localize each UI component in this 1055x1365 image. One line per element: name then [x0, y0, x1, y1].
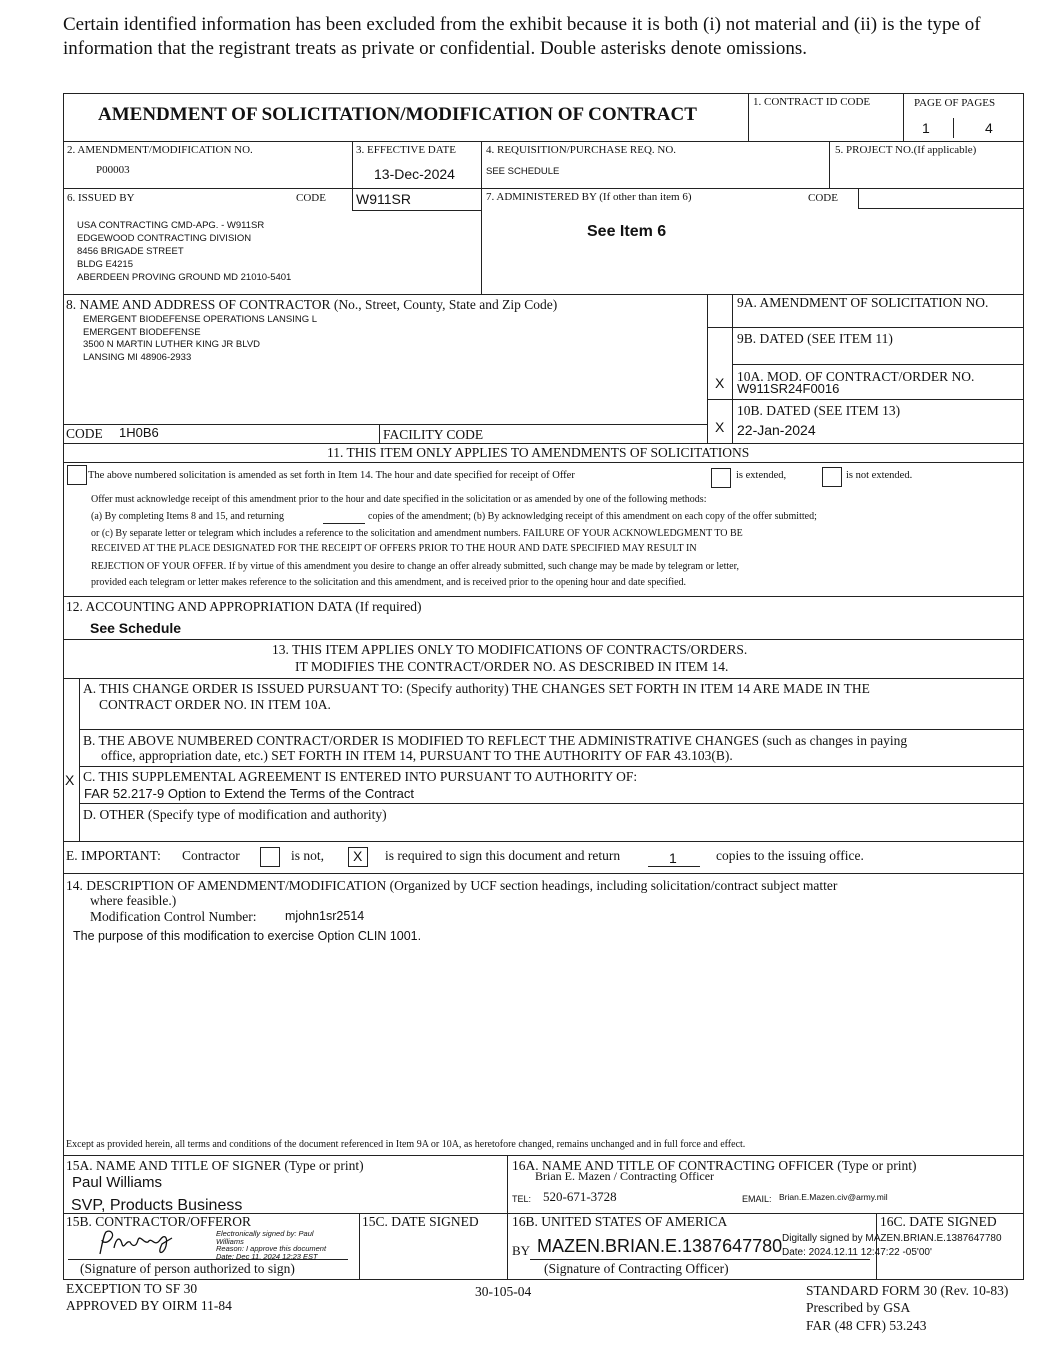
item12-value: See Schedule	[90, 620, 182, 636]
item10a-value: W911SR24F0016	[737, 381, 840, 396]
item11-amended-checkbox[interactable]	[67, 465, 87, 485]
total-pages: 4	[985, 120, 993, 136]
item11-copies-blank[interactable]	[323, 523, 365, 524]
contract-id-label: 1. CONTRACT ID CODE	[753, 96, 871, 108]
item7-value: See Item 6	[587, 223, 667, 240]
item15a-title: SVP, Products Business	[71, 1197, 243, 1214]
item16c-label: 16C. DATE SIGNED	[880, 1214, 997, 1229]
item15b-sig-caption: (Signature of person authorized to sign)	[80, 1261, 295, 1276]
item4-label: 4. REQUISITION/PURCHASE REQ. NO.	[486, 144, 677, 156]
item12-label: 12. ACCOUNTING AND APPROPRIATION DATA (If required)	[66, 599, 422, 614]
page-of-pages-label: PAGE OF PAGES	[914, 97, 996, 109]
item15b-esign: Electronically signed by: Paul Williams Reason: I approve this document Date: Dec 11, 2024 12:23 EST	[216, 1229, 327, 1261]
item14-mcn-label: Modification Control Number:	[90, 909, 257, 924]
item7-code-label: CODE	[808, 192, 838, 204]
email-value: Brian.E.Mazen.civ@army.mil	[779, 1192, 888, 1202]
item8-code: 1H0B6	[119, 425, 159, 440]
except-text: Except as provided herein, all terms and conditions of the document referenced in Item 9A or 10A, as heretofore changed, remains unchanged and in full force and effect.	[66, 1139, 746, 1150]
item6-address: USA CONTRACTING CMD-APG. - W911SR EDGEWOOD CONTRACTING DIVISION 8456 BRIGADE STREET BLDG E4215 ABERDEEN PROVING GROUND MD 21010-5401	[77, 220, 292, 283]
item3-value: 13-Dec-2024	[374, 166, 455, 182]
item10b-check[interactable]: X	[715, 419, 725, 435]
itemE-copies: 1	[669, 850, 677, 866]
by-label: BY	[512, 1243, 531, 1258]
item8-code-label: CODE	[66, 426, 103, 441]
item6-label: 6. ISSUED BY	[67, 192, 135, 204]
item10b-value: 22-Jan-2024	[737, 422, 816, 438]
item15a-name: Paul Williams	[72, 1174, 163, 1191]
item11-extended-checkbox[interactable]	[711, 468, 731, 488]
item11-text-5: REJECTION OF YOUR OFFER. If by virtue of this amendment you desire to change an offer already submitted, such change may be made by telegram or letter,	[91, 561, 740, 572]
item3-label: 3. EFFECTIVE DATE	[356, 144, 456, 156]
footer-right-2: Prescribed by GSA	[806, 1300, 911, 1315]
email-label: EMAIL:	[742, 1194, 772, 1204]
item7-label: 7. ADMINISTERED BY (If other than item 6)	[486, 191, 692, 203]
itemE-tail: copies to the issuing office.	[716, 848, 864, 863]
item14-label-2: where feasible.)	[90, 893, 177, 908]
footer-center: 30-105-04	[475, 1284, 532, 1299]
item16b-digital-1: Digitally signed by MAZEN.BRIAN.E.1387647780	[782, 1233, 1002, 1244]
item11-text-1: Offer must acknowledge receipt of this amendment prior to the hour and date specified in the solicitation or as amended by one of the following methods:	[91, 494, 707, 505]
item11-not-extended-checkbox[interactable]	[822, 467, 842, 487]
item11-header: 11. THIS ITEM ONLY APPLIES TO AMENDMENTS OF SOLICITATIONS	[327, 445, 750, 460]
item16a-label: 16A. NAME AND TITLE OF CONTRACTING OFFICER (Type or print)	[512, 1158, 917, 1173]
item13b-line-1: B. THE ABOVE NUMBERED CONTRACT/ORDER IS MODIFIED TO REFLECT THE ADMINISTRATIVE CHANGES (such as changes in paying	[83, 733, 908, 748]
item11-text-6: provided each telegram or letter makes reference to the solicitation and this amendment, and is received prior to the opening hour and date specified.	[91, 577, 687, 588]
itemE-contractor: Contractor	[182, 848, 240, 863]
item14-purpose: The purpose of this modification to exercise Option CLIN 1001.	[73, 929, 422, 943]
item11-text-2b: copies of the amendment; (b) By acknowledging receipt of this amendment on each copy of the offer submitted;	[368, 511, 817, 522]
footer-right-3: FAR (48 CFR) 53.243	[806, 1318, 927, 1333]
page-number: 1	[922, 120, 930, 136]
item16b-label: 16B. UNITED STATES OF AMERICA	[512, 1214, 728, 1229]
item9a-label: 9A. AMENDMENT OF SOLICITATION NO.	[737, 295, 989, 310]
facility-code-label: FACILITY CODE	[383, 427, 484, 442]
item10a-label: 10A. MOD. OF CONTRACT/ORDER NO.	[737, 369, 975, 384]
footer-left-1: EXCEPTION TO SF 30	[66, 1281, 198, 1296]
item15a-label: 15A. NAME AND TITLE OF SIGNER (Type or print)	[66, 1158, 364, 1173]
contractor-signature	[94, 1226, 176, 1260]
item11-text-2a: (a) By completing Items 8 and 15, and returning	[91, 511, 285, 522]
notice-line-1: Certain identified information has been excluded from the exhibit because it is both (i) not material and (ii) is the type of	[63, 14, 981, 35]
item6-code-label: CODE	[296, 192, 326, 204]
item13a-line-1: A. THIS CHANGE ORDER IS ISSUED PURSUANT TO: (Specify authority) THE CHANGES SET FORTH IN ITEM 14 ARE MADE IN THE	[83, 681, 870, 696]
item2-label: 2. AMENDMENT/MODIFICATION NO.	[67, 144, 253, 156]
itemE-is-not: is not,	[291, 848, 325, 863]
item10b-label: 10B. DATED (SEE ITEM 13)	[737, 403, 901, 418]
item13c-line-2: FAR 52.217-9 Option to Extend the Terms of the Contract	[84, 786, 414, 801]
item11-line: The above numbered solicitation is amended as set forth in Item 14. The hour and date specified for receipt of Offer	[88, 470, 575, 481]
item16b-digital-2: Date: 2024.12.11 12:47:22 -05'00'	[782, 1247, 932, 1258]
item11-not-extended-label: is not extended.	[846, 470, 913, 481]
item16b-sig-caption: (Signature of Contracting Officer)	[544, 1261, 729, 1276]
itemE-check: X	[353, 848, 363, 864]
item11-extended-label: is extended,	[736, 470, 787, 481]
item8-address: EMERGENT BIODEFENSE OPERATIONS LANSING L EMERGENT BIODEFENSE 3500 N MARTIN LUTHER KING JR BLVD LANSING MI 48906-2933	[83, 314, 318, 363]
item5-label: 5. PROJECT NO.(If applicable)	[835, 144, 977, 156]
item13a-line-2: CONTRACT ORDER NO. IN ITEM 10A.	[99, 697, 331, 712]
tel-value: 520-671-3728	[543, 1189, 617, 1204]
item2-value: P00003	[96, 164, 130, 176]
footer-left-2: APPROVED BY OIRM 11-84	[66, 1298, 232, 1313]
item10a-check[interactable]: X	[715, 375, 725, 391]
item15c-label: 15C. DATE SIGNED	[362, 1214, 479, 1229]
item13d-line: D. OTHER (Specify type of modification and authority)	[83, 807, 387, 822]
item13c-line-1: C. THIS SUPPLEMENTAL AGREEMENT IS ENTERED INTO PURSUANT TO AUTHORITY OF:	[83, 769, 638, 784]
item13-header-1: 13. THIS ITEM APPLIES ONLY TO MODIFICATIONS OF CONTRACTS/ORDERS.	[272, 642, 748, 657]
itemE-label: E. IMPORTANT:	[66, 848, 161, 863]
item16a-name: Brian E. Mazen / Contracting Officer	[535, 1169, 715, 1183]
footer-right-1: STANDARD FORM 30 (Rev. 10-83)	[806, 1283, 1009, 1298]
item8-label: 8. NAME AND ADDRESS OF CONTRACTOR (No., Street, County, State and Zip Code)	[66, 297, 558, 312]
item13-header-2: IT MODIFIES THE CONTRACT/ORDER NO. AS DESCRIBED IN ITEM 14.	[295, 659, 729, 674]
itemE-is-not-checkbox[interactable]	[260, 847, 280, 867]
item6-code: W911SR	[356, 191, 411, 207]
item16b-signer: MAZEN.BRIAN.E.1387647780	[537, 1236, 783, 1256]
item14-mcn-value: mjohn1sr2514	[285, 909, 365, 923]
notice-line-2: information that the registrant treats as private or confidential. Double asterisks denote omissions.	[63, 38, 807, 59]
item11-text-3: or (c) By separate letter or telegram which includes a reference to the solicitation and amendment numbers. FAILURE OF YOUR ACKNOWLEDGMENT TO BE	[91, 528, 743, 539]
item15b-label: 15B. CONTRACTOR/OFFEROR	[66, 1214, 252, 1229]
tel-label: TEL:	[512, 1194, 532, 1204]
form-title: AMENDMENT OF SOLICITATION/MODIFICATION OF CONTRACT	[98, 104, 697, 125]
item13b-line-2: office, appropriation date, etc.) SET FORTH IN ITEM 14, PURSUANT TO THE AUTHORITY OF FAR 43.103(B).	[101, 748, 733, 763]
itemE-required: is required to sign this document and return	[385, 848, 621, 863]
item4-value: SEE SCHEDULE	[486, 166, 560, 177]
item13c-check[interactable]: X	[65, 772, 75, 788]
item11-text-4: RECEIVED AT THE PLACE DESIGNATED FOR THE RECEIPT OF OFFERS PRIOR TO THE HOUR AND DATE SPECIFIED MAY RESULT IN	[91, 543, 697, 554]
item9b-label: 9B. DATED (SEE ITEM 11)	[737, 331, 893, 346]
item14-label-1: 14. DESCRIPTION OF AMENDMENT/MODIFICATION (Organized by UCF section headings, including solicitation/contract subject matter	[66, 878, 838, 893]
